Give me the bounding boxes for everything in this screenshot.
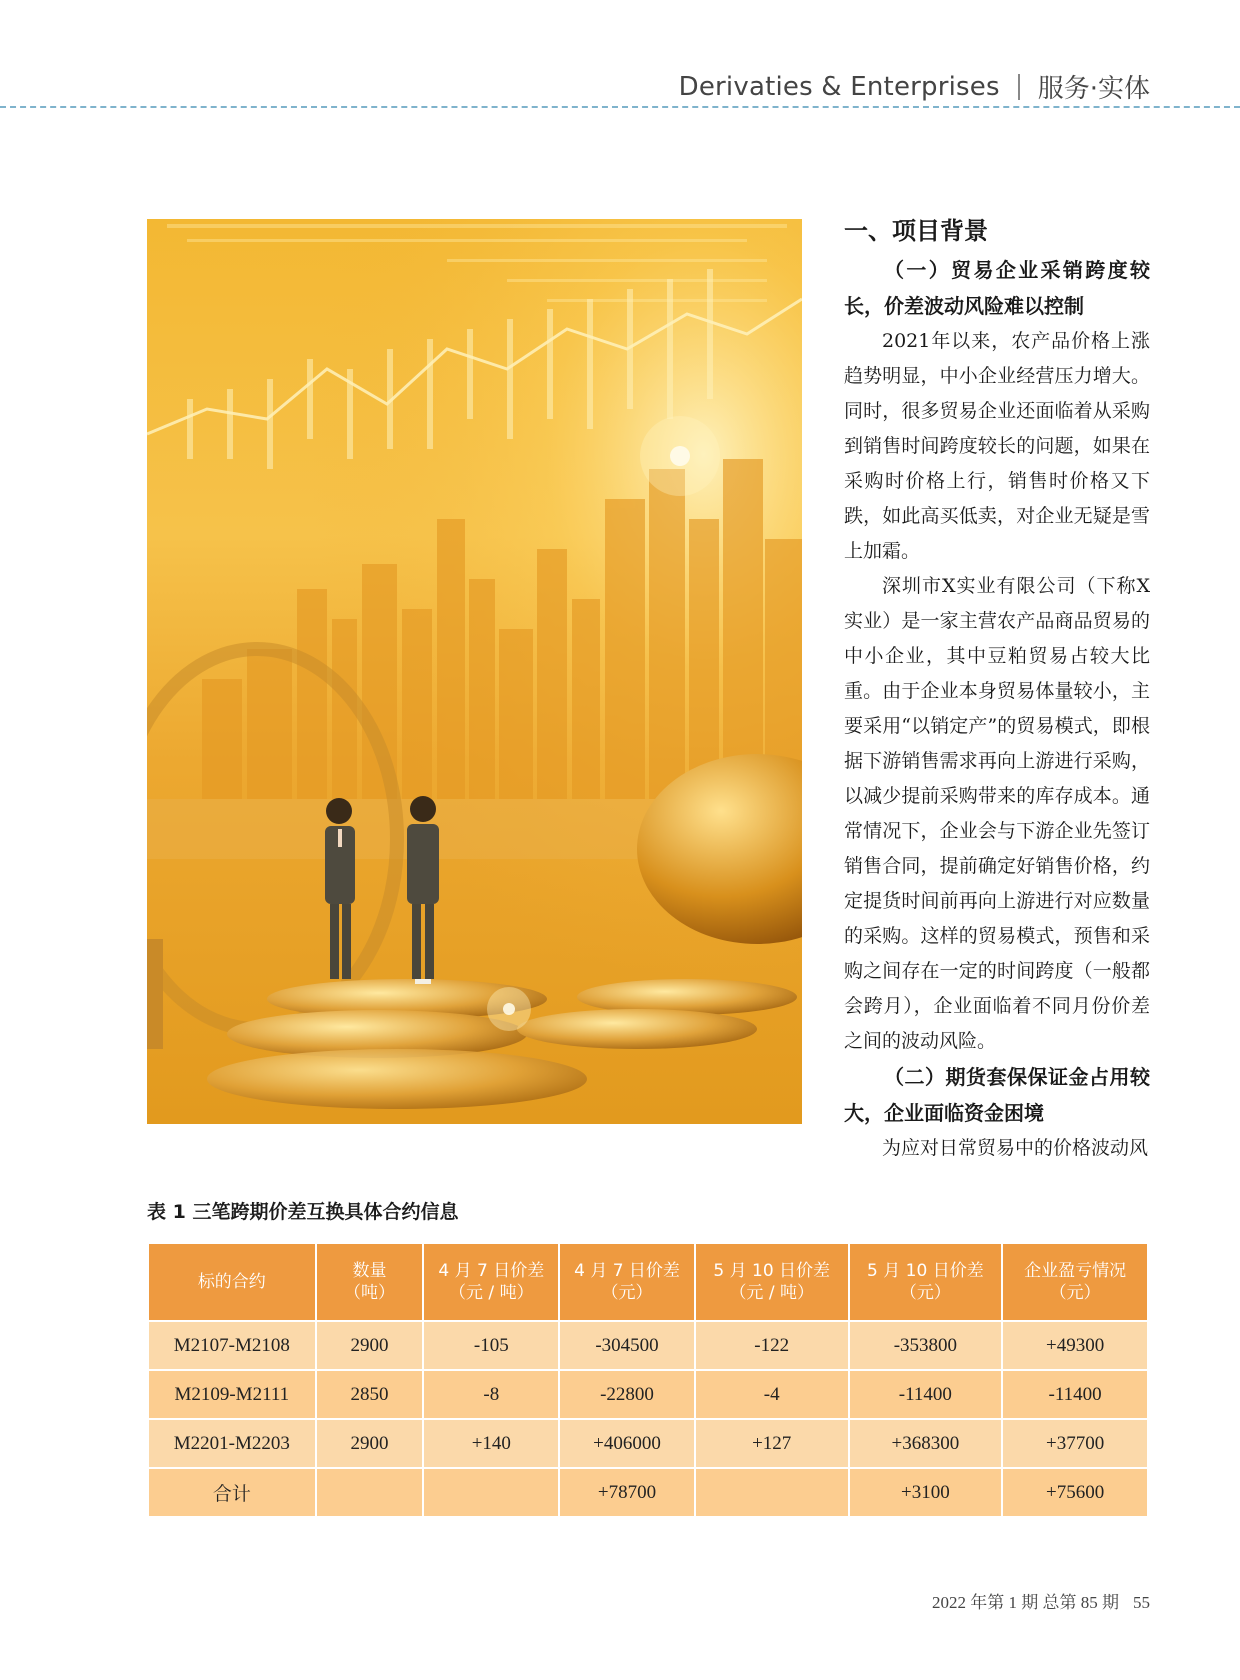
table-cell — [316, 1468, 424, 1517]
table-cell: +406000 — [559, 1419, 695, 1468]
table-cell: M2109-M2111 — [148, 1370, 316, 1419]
table-cell: 2850 — [316, 1370, 424, 1419]
table-caption: 表 1 三笔跨期价差互换具体合约信息 — [147, 1201, 459, 1223]
table-cell: -8 — [423, 1370, 559, 1419]
table-total-row — [148, 1468, 1148, 1517]
table-header-row — [148, 1243, 1148, 1321]
table-cell: -353800 — [849, 1321, 1003, 1370]
table-cell: M2107-M2108 — [148, 1321, 316, 1370]
photo-illustration — [147, 219, 802, 1124]
table-cell: +75600 — [1002, 1468, 1148, 1517]
table-cell: -105 — [423, 1321, 559, 1370]
table-cell — [423, 1468, 559, 1517]
table-cell: +368300 — [849, 1419, 1003, 1468]
paragraph-2: 深圳市X实业有限公司（下称X实业）是一家主营农产品商品贸易的中小企业，其中豆粕贸易占较大比重。由于企业本身贸易体量较小，主要采用“以销定产”的贸易模式，即根据下游销售需求再向上游进行采购，以减少提前采购带来的库存成本。通常情况下，企业会与下游企业先签订销售合同，提前确定好销售价格，约定提货时间前再向上游进行对应数量的采购。这样的贸易模式，预售和采购之间存在一定的时间跨度（一般都会跨月），企业面临着不同月份价差之间的波动风险。 — [844, 575, 1150, 1052]
table-cell: -122 — [695, 1321, 849, 1370]
table-cell: -4 — [695, 1370, 849, 1419]
article-text-column — [844, 212, 1150, 1166]
table-cell: +78700 — [559, 1468, 695, 1517]
header-dashed-rule — [0, 106, 1240, 108]
article-photo — [147, 219, 802, 1124]
header-chinese-title: 服务·实体 — [1037, 74, 1150, 104]
table-cell: 2900 — [316, 1419, 424, 1468]
header-separator — [1018, 74, 1020, 100]
table-cell: -22800 — [559, 1370, 695, 1419]
header-english-title: Derivaties & Enterprises — [678, 71, 1000, 102]
page-footer — [932, 1588, 1150, 1613]
page-number: 55 — [1133, 1593, 1150, 1612]
contract-info-table — [147, 1242, 1149, 1518]
table-cell: 合计 — [148, 1468, 316, 1517]
table-cell: -11400 — [849, 1370, 1003, 1419]
col-header-may10-spread-total: 5 月 10 日价差 （元） — [849, 1243, 1003, 1321]
subsection-1-heading: （一）贸易企业采销跨度较长，价差波动风险难以控制 — [844, 258, 1150, 318]
table-cell: +140 — [423, 1419, 559, 1468]
col-header-profit-loss: 企业盈亏情况 （元） — [1002, 1243, 1148, 1321]
table-cell: +37700 — [1002, 1419, 1148, 1468]
paragraph-3: 为应对日常贸易中的价格波动风 — [882, 1137, 1149, 1159]
table-row — [148, 1321, 1148, 1370]
col-header-contract: 标的合约 — [148, 1243, 316, 1321]
paragraph-1: 2021年以来，农产品价格上涨趋势明显，中小企业经营压力增大。同时，很多贸易企业还面临着从采购到销售时间跨度较长的问题，如果在采购时价格上行，销售时价格又下跌，如此高买低卖，对企业无疑是雪上加霜。 — [844, 330, 1150, 562]
subsection-2-heading: （二）期货套保保证金占用较大，企业面临资金困境 — [844, 1065, 1150, 1125]
table-cell: +3100 — [849, 1468, 1003, 1517]
table-cell: +49300 — [1002, 1321, 1148, 1370]
table-cell — [695, 1468, 849, 1517]
issue-info: 2022 年第 1 期 总第 85 期 — [932, 1593, 1119, 1612]
table-row — [148, 1419, 1148, 1468]
table-cell: M2201-M2203 — [148, 1419, 316, 1468]
table-cell: -11400 — [1002, 1370, 1148, 1419]
table-cell: +127 — [695, 1419, 849, 1468]
section-heading: 一、项目背景 — [844, 217, 988, 245]
col-header-apr7-spread-per-ton: 4 月 7 日价差 （元 / 吨） — [423, 1243, 559, 1321]
col-header-apr7-spread-total: 4 月 7 日价差 （元） — [559, 1243, 695, 1321]
col-header-quantity: 数量 （吨） — [316, 1243, 424, 1321]
running-header — [679, 68, 1150, 105]
col-header-may10-spread-per-ton: 5 月 10 日价差 （元 / 吨） — [695, 1243, 849, 1321]
table-row — [148, 1370, 1148, 1419]
table-cell: -304500 — [559, 1321, 695, 1370]
table-cell: 2900 — [316, 1321, 424, 1370]
